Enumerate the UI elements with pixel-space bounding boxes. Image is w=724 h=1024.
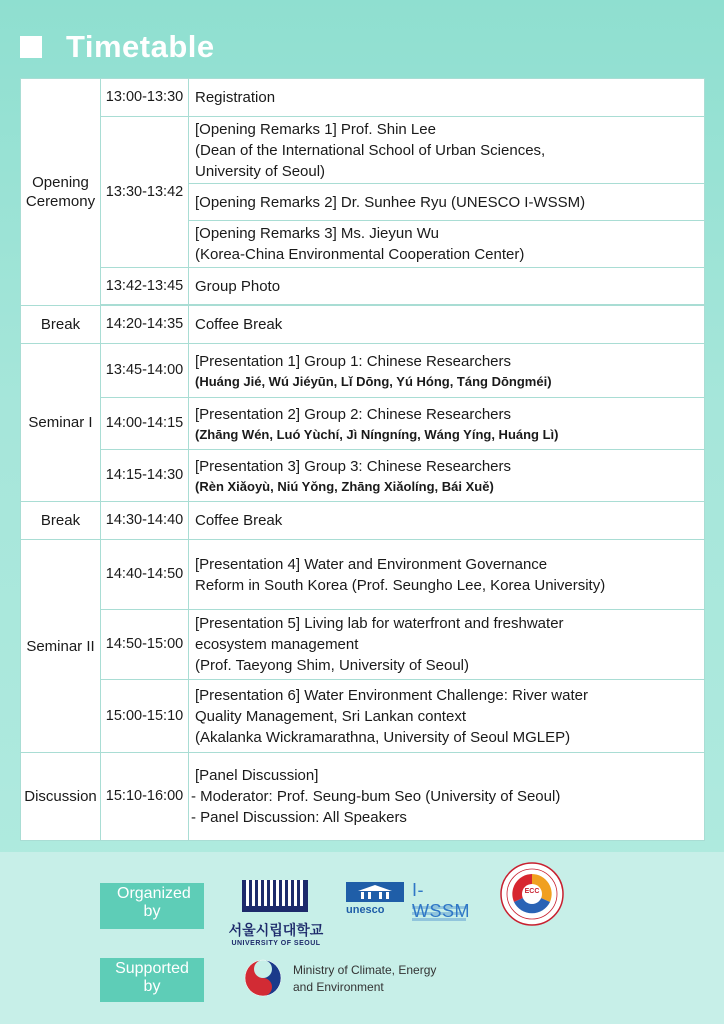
table-row — [21, 117, 705, 184]
ministry-name-line: Ministry of Climate, Energy — [293, 963, 437, 977]
program-cell — [189, 450, 705, 502]
program-line: ecosystem management — [195, 636, 359, 653]
table-row — [21, 398, 705, 450]
program-line: - Moderator: Prof. Seung-bum Seo (University of Seoul) — [191, 788, 561, 805]
program-line: Quality Management, Sri Lankan context — [195, 707, 466, 725]
time-cell: 14:50-15:00 — [101, 610, 189, 680]
program-line: - Panel Discussion: All Speakers — [191, 809, 407, 826]
table-row — [21, 540, 705, 610]
table-row — [21, 268, 705, 305]
section-seminar-1: Seminar I — [21, 344, 101, 502]
time-cell: 15:00-15:10 — [101, 680, 189, 753]
table-row — [21, 610, 705, 680]
program-cell — [189, 117, 705, 184]
program-cell — [189, 753, 705, 841]
page-title: Timetable — [66, 29, 215, 64]
researcher-names: (Rèn Xiǎoyù, Niú Yǒng, Zhāng Xiǎolíng, Bái Xuě) — [195, 478, 494, 494]
timetable — [20, 78, 705, 841]
program-line: (Akalanka Wickramarathna, University of Seoul MGLEP) — [195, 728, 571, 746]
program-cell: [Opening Remarks 2] Dr. Sunhee Ryu (UNESCO I-WSSM) — [189, 184, 705, 221]
iwssm-text-block — [412, 918, 466, 921]
ministry-name-line: and Environment — [293, 980, 384, 994]
program-line: (Prof. Taeyong Shim, University of Seoul) — [195, 657, 470, 674]
program-line: [Presentation 5] Living lab for waterfront and freshwater — [195, 615, 564, 632]
researcher-names: (Zhāng Wén, Luó Yùchí, Jì Níngníng, Wáng Yíng, Huáng Lì) — [195, 426, 559, 442]
program-line: [Panel Discussion] — [195, 767, 319, 784]
square-bullet-icon — [20, 36, 42, 58]
table-row — [21, 450, 705, 502]
footer — [0, 852, 724, 1024]
program-cell: Coffee Break — [189, 306, 705, 344]
page-header — [20, 30, 215, 64]
time-cell: 14:15-14:30 — [101, 450, 189, 502]
iwssm-text-block — [412, 912, 462, 915]
time-cell: 14:30-14:40 — [101, 502, 189, 540]
program-cell — [189, 344, 705, 398]
ecc-emblem: ECC — [500, 862, 564, 926]
ministry-logo — [243, 958, 483, 1000]
program-cell — [189, 221, 705, 268]
table-row — [21, 502, 705, 540]
time-cell: 14:20-14:35 — [101, 306, 189, 344]
researcher-names: (Huáng Jié, Wú Jiéyūn, Lǐ Dōng, Yú Hóng, Táng Dōngméi) — [195, 373, 552, 389]
section-break: Break — [21, 306, 101, 344]
section-break: Break — [21, 502, 101, 540]
program-line: [Presentation 3] Group 3: Chinese Researchers — [195, 457, 512, 475]
organized-by-label: Organized by — [100, 883, 204, 929]
program-line: [Opening Remarks 1] Prof. Shin Lee — [195, 120, 436, 138]
time-cell: 14:00-14:15 — [101, 398, 189, 450]
supported-by-label: Supported by — [100, 958, 204, 1002]
time-cell: 14:40-14:50 — [101, 540, 189, 610]
program-cell: Coffee Break — [189, 502, 705, 540]
table-row — [21, 306, 705, 344]
time-cell: 13:30-13:42 — [101, 117, 189, 268]
program-cell — [189, 540, 705, 610]
time-cell: 15:10-16:00 — [101, 753, 189, 841]
program-line: [Presentation 4] Water and Environment Governance — [195, 555, 548, 573]
time-cell: 13:42-13:45 — [101, 268, 189, 305]
section-opening-ceremony: Opening Ceremony — [21, 79, 101, 306]
program-cell — [189, 680, 705, 753]
program-cell: Group Photo — [189, 268, 705, 305]
table-row — [21, 753, 705, 841]
program-line: [Presentation 6] Water Environment Challenge: River water — [195, 686, 588, 704]
university-of-seoul-logo: 서울시립대학교 UNIVERSITY OF SEOUL — [228, 878, 324, 948]
program-cell — [189, 398, 705, 450]
program-line: Reform in South Korea (Prof. Seungho Lee, Korea University) — [195, 576, 606, 594]
table-row — [21, 344, 705, 398]
iwssm-text-block — [412, 906, 468, 909]
unesco-iwssm-logo: unesco I-WSSM — [346, 880, 470, 921]
table-row — [21, 79, 705, 117]
program-cell — [189, 610, 705, 680]
table-row — [21, 680, 705, 753]
program-line: [Presentation 1] Group 1: Chinese Researchers — [195, 352, 512, 370]
section-discussion: Discussion — [21, 753, 101, 841]
section-seminar-2: Seminar II — [21, 540, 101, 753]
taegeuk-icon — [243, 958, 283, 998]
uos-emblem-icon — [228, 878, 324, 914]
program-line: (Dean of the International School of Urban Sciences, — [195, 141, 546, 159]
program-cell: Registration — [189, 79, 705, 117]
time-cell: 13:00-13:30 — [101, 79, 189, 117]
unesco-temple-icon — [346, 882, 404, 902]
program-line: [Opening Remarks 3] Ms. Jieyun Wu — [195, 225, 439, 242]
program-line: University of Seoul) — [195, 162, 326, 180]
program-line: [Presentation 2] Group 2: Chinese Researchers — [195, 405, 512, 423]
program-line: (Korea-China Environmental Cooperation Center) — [195, 246, 525, 263]
time-cell: 13:45-14:00 — [101, 344, 189, 398]
